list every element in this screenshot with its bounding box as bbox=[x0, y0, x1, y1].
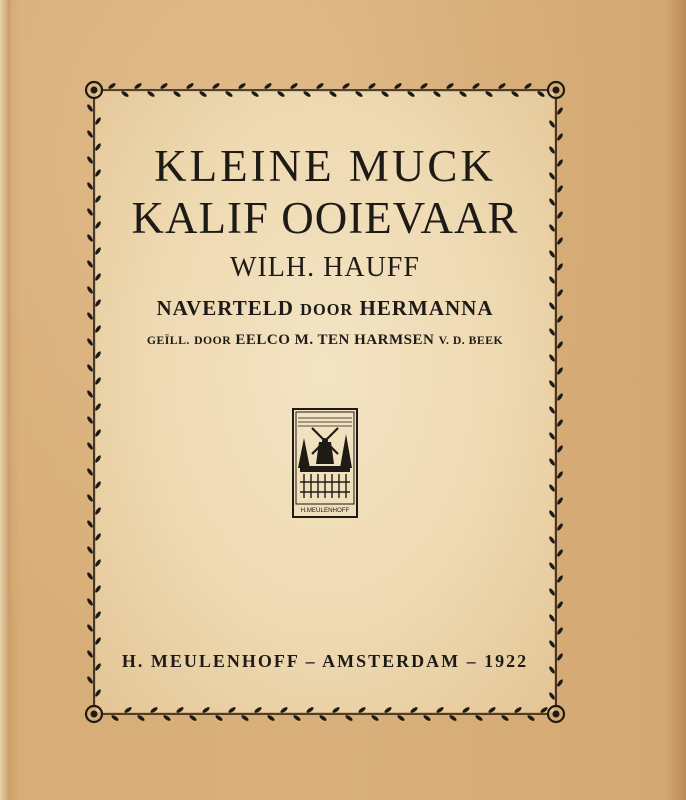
reteller-name: HERMANNA bbox=[359, 296, 494, 320]
retold-by-word: DOOR bbox=[300, 300, 354, 319]
rosette-corner-icon bbox=[86, 82, 102, 98]
illustrator-name: EELCO M. TEN HARMSEN bbox=[235, 332, 435, 348]
illustrated-prefix: GEÏLL. bbox=[146, 334, 190, 347]
illustrated-by-line bbox=[96, 332, 554, 349]
publisher-imprint: H. MEULENHOFF – AMSTERDAM – 1922 bbox=[121, 651, 529, 671]
retold-prefix: NAVERTELD bbox=[156, 296, 294, 320]
title-line-2: KALIF OOIEVAAR bbox=[131, 193, 519, 243]
rosette-corner-icon bbox=[548, 706, 564, 722]
illustrator-suffix: V. D. BEEK bbox=[438, 334, 504, 347]
publisher-mark: H.MEULENHOFF bbox=[300, 507, 350, 514]
illustrated-by-word: DOOR bbox=[194, 334, 232, 347]
title-line-1: KLEINE MUCK bbox=[154, 141, 496, 191]
rosette-corner-icon bbox=[86, 706, 102, 722]
rosette-corner-icon bbox=[548, 82, 564, 98]
author-name: WILH. HAUFF bbox=[230, 252, 420, 283]
windmill-logo-icon bbox=[292, 408, 358, 518]
retold-by-line bbox=[96, 296, 554, 321]
